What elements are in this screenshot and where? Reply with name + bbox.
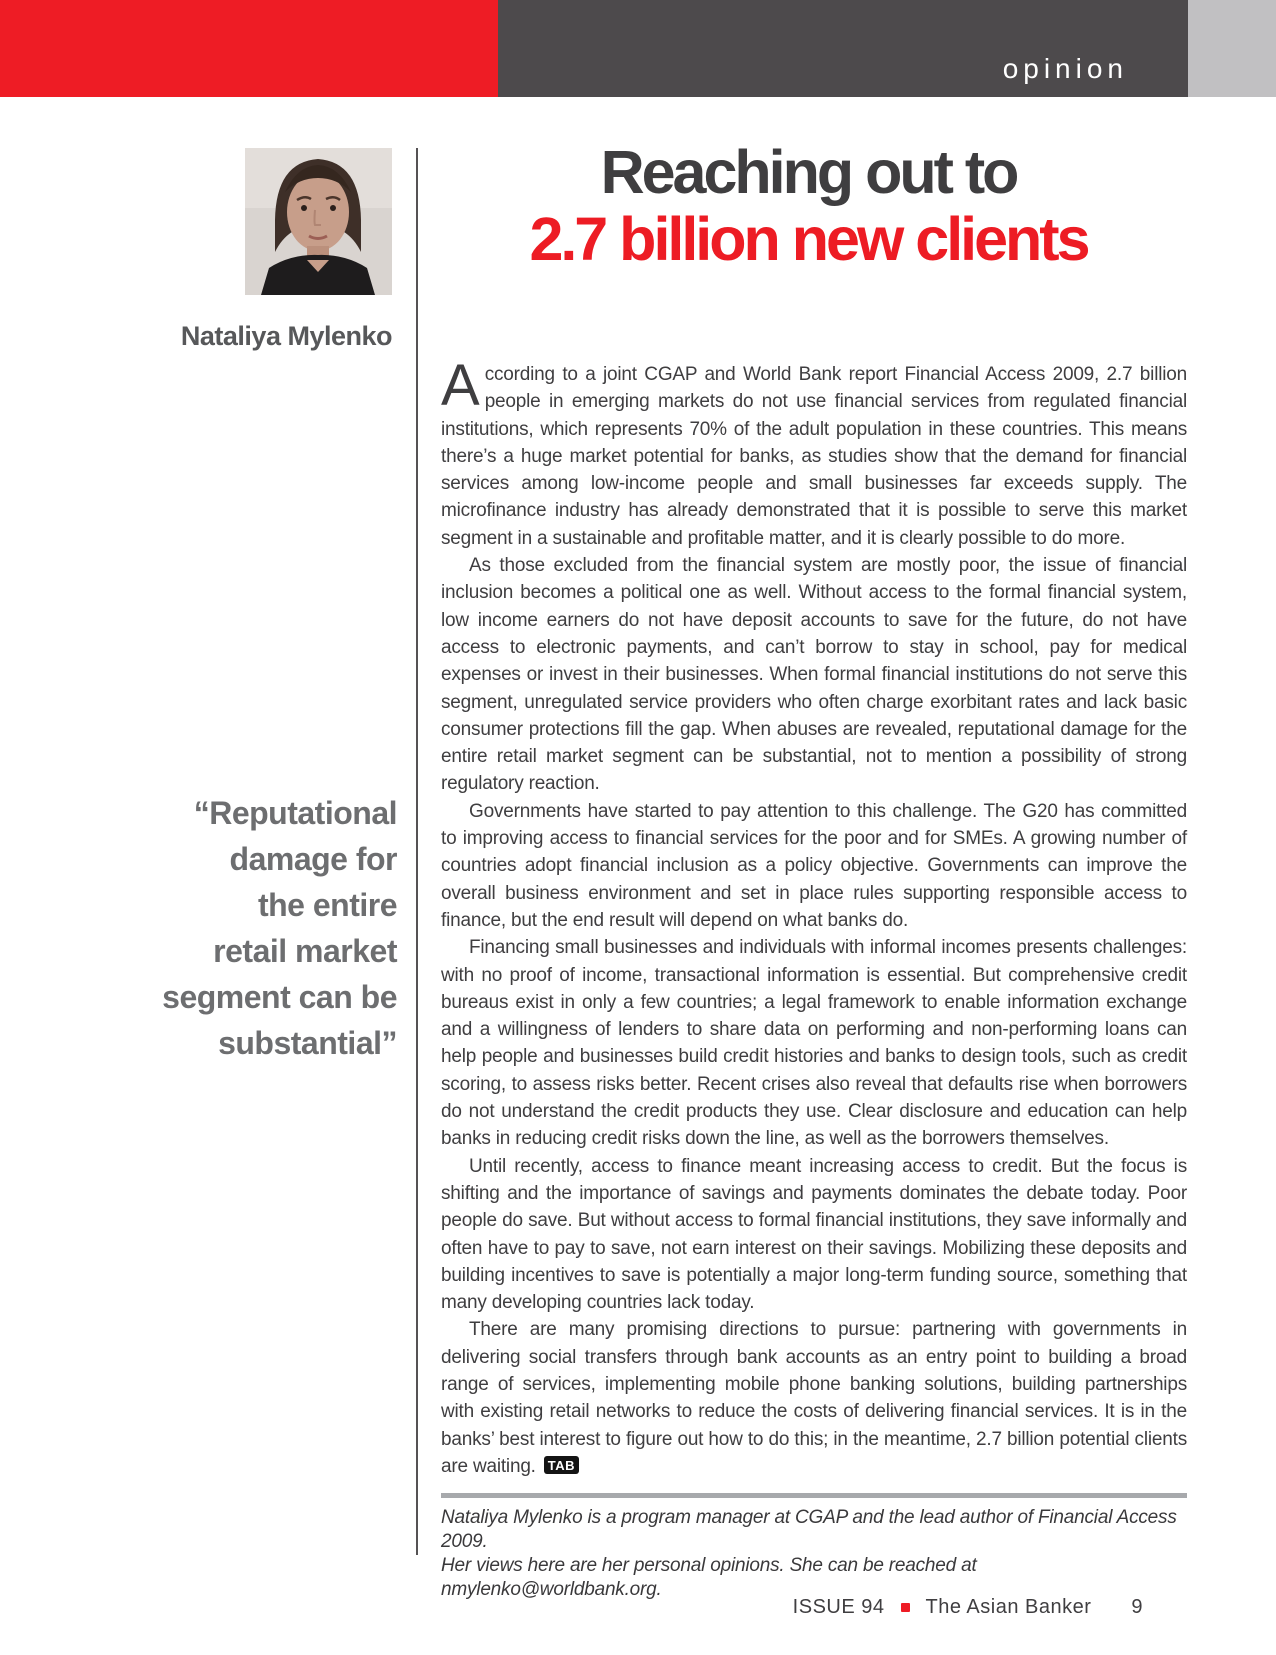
- paragraph-text: ccording to a joint CGAP and World Bank report Financial Access 2009, 2.7 billion people in emerging markets do not use financial services from regulated financial institutions, which represents 70% of the adult population in these countries. This means there’s a huge market potential for banks, as studies show that the demand for financial services among low-income people and small businesses far exceeds supply. The microfinance industry has already demonstrated that it is possible to serve this market segment in a sustainable and profitable matter, and it is clearly possible to do more.: [441, 364, 1187, 549]
- pull-quote-line: damage for: [229, 841, 397, 877]
- bio-line: Nataliya Mylenko is a program manager at CGAP and the lead author of Financial Access 2009.: [441, 1507, 1177, 1553]
- paragraph: Financing small businesses and individuals with informal incomes presents challenges: with no proof of income, transactional information is essential. But comprehensive credit bureaus exist in only a few countries; a legal framework to enable information exchange and a willingness of lenders to share data on performing and non-performing loans can help people and businesses build credit histories and banks to design tools, such as credit scoring, to assess risks better. Recent crises also reveal that defaults rise when borrowers do not understand the credit products they use. Clear disclosure and education can help banks in reducing credit risks down the line, as well as the borrowers themselves.: [441, 937, 1187, 1150]
- top-banner: [0, 0, 1276, 97]
- headline-line-1: Reaching out to: [600, 138, 1017, 206]
- pull-quote-line: the entire: [257, 887, 397, 923]
- pull-quote-line: segment can be: [162, 979, 397, 1015]
- drop-cap: A: [441, 353, 478, 418]
- banner-dark-block: [498, 0, 1188, 97]
- section-label: opinion: [1002, 53, 1128, 84]
- pull-quote-line: substantial”: [218, 1025, 397, 1061]
- banner-red-block: [0, 0, 498, 97]
- issue-label: ISSUE 94: [792, 1596, 885, 1618]
- bio-line: Her views here are her personal opinions. She can be reached at nmylenko@worldbank.org.: [441, 1555, 977, 1601]
- pull-quote-line: retail market: [213, 933, 397, 969]
- author-bio: [441, 1506, 1187, 1602]
- portrait-illustration: [245, 148, 392, 295]
- paragraph: [441, 353, 1187, 552]
- author-photo: [245, 148, 392, 295]
- end-of-article-badge: TAB: [544, 1456, 579, 1474]
- pull-quote-line: “Reputational: [193, 795, 397, 831]
- page-number: 9: [1131, 1596, 1143, 1618]
- headline-line-2: 2.7 billion new clients: [529, 205, 1088, 273]
- paragraph: Until recently, access to finance meant increasing access to credit. But the focus is shifting and the importance of savings and payments dominates the debate today. Poor people do save. But without access to formal financial institutions, they save informally and often have to pay to save, not earn interest on their savings. Mobilizing these deposits and building incentives to save is potentially a major long-term funding source, something that many developing countries lack today.: [441, 1155, 1187, 1314]
- banner-light-block: [1188, 0, 1276, 97]
- bio-divider-rule: [441, 1493, 1187, 1498]
- paragraph: [441, 1316, 1187, 1480]
- paragraph: Governments have started to pay attention to this challenge. The G20 has committed to improving access to financial services for the poor and for SMEs. A growing number of countries adopt financial inclusion as a policy objective. Governments can improve the overall business environment and set in place rules supporting responsible access to finance, but the end result will depend on what banks do.: [441, 800, 1187, 931]
- vertical-divider: [416, 148, 418, 1555]
- headline: [430, 139, 1187, 273]
- paragraph: As those excluded from the financial system are mostly poor, the issue of financial inclusion becomes a political one as well. Without access to the formal financial system, low income earners do not have deposit accounts to save for the future, do not have access to electronic payments, and can’t borrow to stay in school, pay for medical expenses or invest in their businesses. When formal financial institutions do not serve this segment, unregulated service providers who often charge exorbitant rates and lack basic consumer protections fill the gap. When abuses are revealed, reputational damage for the entire retail market segment can be substantial, not to mention a possibility of strong regulatory reaction.: [441, 555, 1187, 795]
- page-footer: [443, 1596, 1143, 1619]
- article-body: [441, 353, 1187, 1602]
- author-name: Nataliya Mylenko: [180, 321, 392, 351]
- publication-name: The Asian Banker: [925, 1596, 1092, 1618]
- red-square-bullet-icon: [901, 1603, 910, 1612]
- pull-quote: [110, 790, 397, 1066]
- paragraph-text: There are many promising directions to pursue: partnering with governments in delivering social transfers through bank accounts as an entry point to building a broad range of services, implementing mobile phone banking solutions, building partnerships with existing retail networks to reduce the costs of delivering financial services. It is in the banks’ best interest to figure out how to do this; in the meantime, 2.7 billion potential clients are waiting.: [441, 1319, 1187, 1477]
